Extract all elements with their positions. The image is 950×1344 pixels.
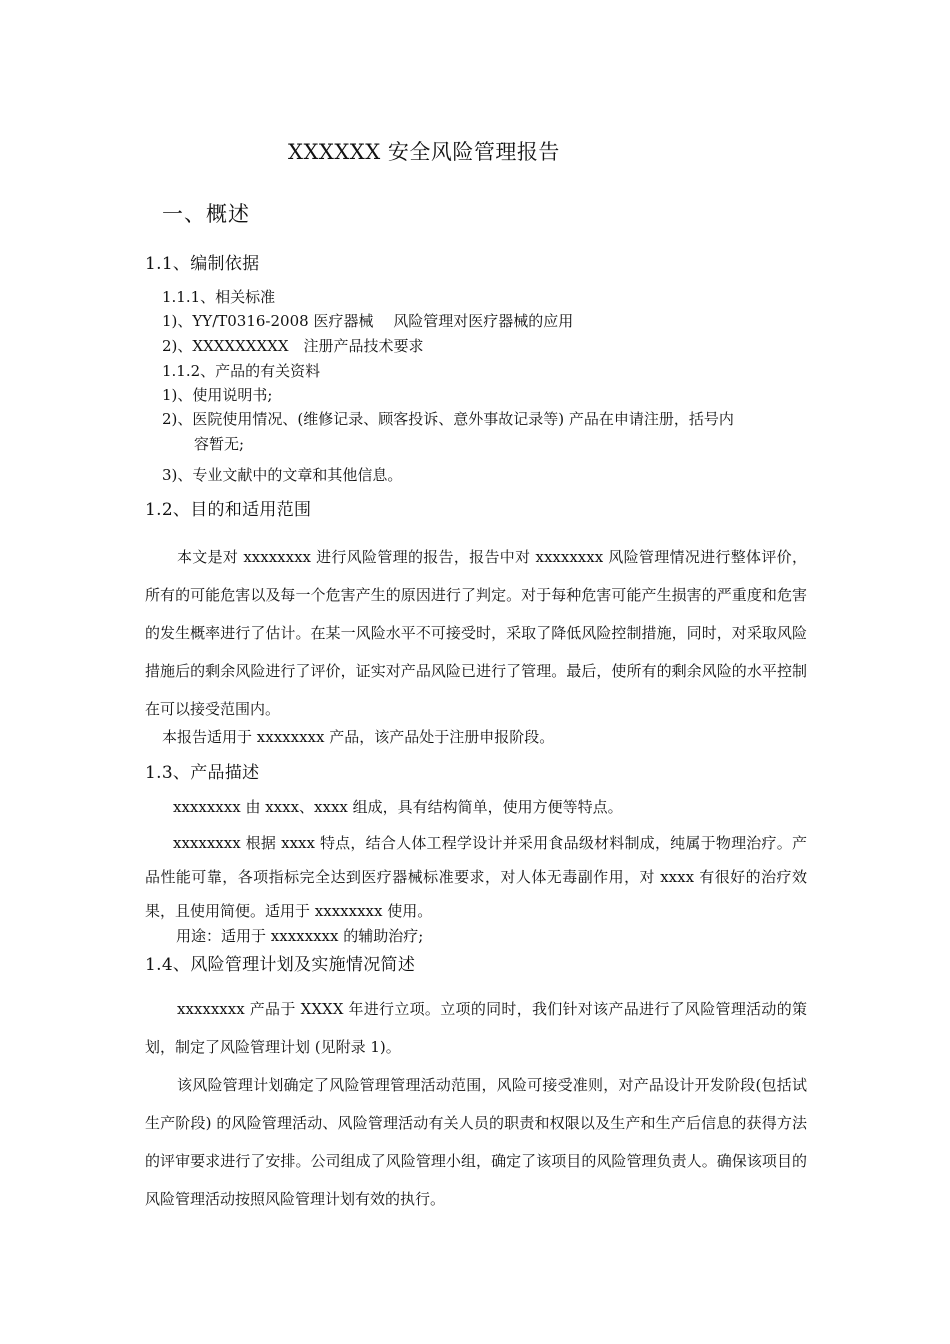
document-item-3: 3)、专业文献中的文章和其他信息。: [162, 466, 403, 484]
scope-paragraph: 本报告适用于 xxxxxxxx 产品，该产品处于注册申报阶段。: [162, 728, 555, 746]
section-heading-1-4: 1.4、风险管理计划及实施情况简述: [145, 955, 416, 975]
risk-plan-paragraph-1: xxxxxxxx 产品于 XXXX 年进行立项。立项的同时，我们针对该产品进行了风险管理活动的策划，制定了风险管理计划 (见附录 1)。: [145, 1000, 807, 1056]
subsection-heading-1-1-2: 1.1.2、产品的有关资料: [162, 362, 321, 380]
section-heading-1-3: 1.3、产品描述: [145, 763, 260, 783]
subsection-heading-1-1-1: 1.1.1、相关标准: [162, 288, 276, 306]
standard-item-1: 1)、YY/T0316-2008 医疗器械 风险管理对医疗器械的应用: [162, 312, 574, 330]
document-item-2-line-1: 2)、医院使用情况、(维修记录、顾客投诉、意外事故记录等) 产品在申请注册，括号内: [162, 410, 734, 428]
document-item-2-line-2: 容暂无;: [194, 435, 245, 453]
product-composition-paragraph: xxxxxxxx 由 xxxx、xxxx 组成，具有结构简单，使用方便等特点。: [173, 798, 623, 816]
document-title: XXXXXX 安全风险管理报告: [288, 140, 560, 164]
product-usage-paragraph: 用途：适用于 xxxxxxxx 的辅助治疗;: [176, 927, 424, 945]
purpose-paragraph: 本文是对 xxxxxxxx 进行风险管理的报告，报告中对 xxxxxxxx 风险管理情况进行整体评价，所有的可能危害以及每一个危害产生的原因进行了判定。对于每种危害可能产生损害的严重度和危害的发生概率进行了估计。在某一风险水平不可接受时，采取了降低风险控制措施，同时，对采取风险措施后的剩余风险进行了评价，证实对产品风险已进行了管理。最后，使所有的剩余风险的水平控制在可以接受范围内。: [145, 548, 807, 718]
section-heading-overview: 一、概述: [162, 202, 250, 226]
standard-item-2: 2)、XXXXXXXXX 注册产品技术要求: [162, 337, 424, 355]
document-item-1: 1)、使用说明书;: [162, 386, 273, 404]
section-heading-1-1: 1.1、编制依据: [145, 254, 260, 274]
section-heading-1-2: 1.2、目的和适用范围: [145, 500, 312, 520]
risk-plan-paragraph-2: 该风险管理计划确定了风险管理管理活动范围，风险可接受准则，对产品设计开发阶段(包括试生产阶段) 的风险管理活动、风险管理活动有关人员的职责和权限以及生产和生产后信息的获得方法的评审要求进行了安排。公司组成了风险管理小组，确定了该项目的风险管理负责人。确保该项目的风险管理活动按照风险管理计划有效的执行。: [145, 1076, 807, 1208]
product-description-paragraph: xxxxxxxx 根据 xxxx 特点，结合人体工程学设计并采用食品级材料制成，纯属于物理治疗。产品性能可靠，各项指标完全达到医疗器械标准要求，对人体无毒副作用，对 xxxx 有很好的治疗效果，且使用简便。适用于 xxxxxxxx 使用。: [145, 834, 807, 920]
